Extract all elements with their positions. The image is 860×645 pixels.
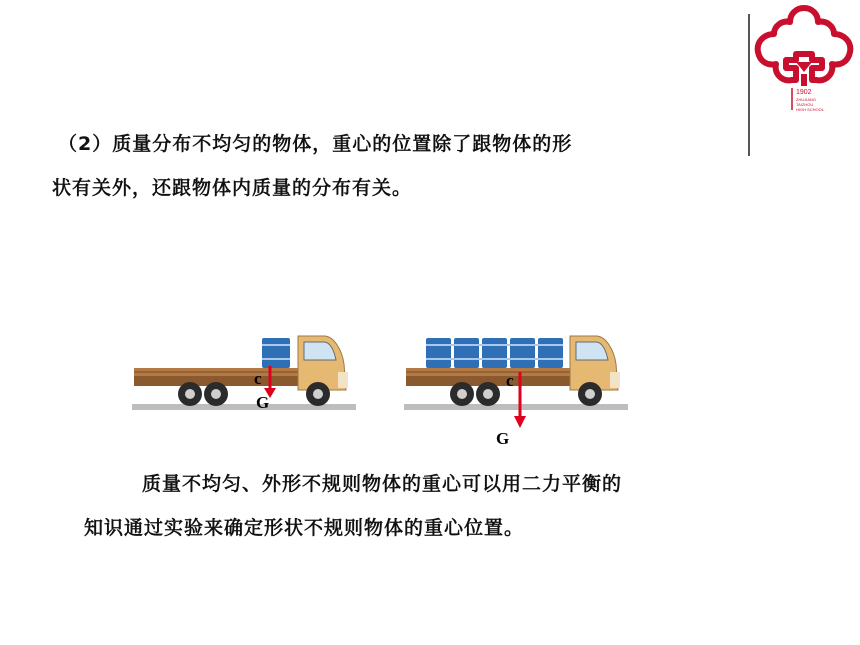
school-logo [752,4,856,116]
paragraph-2-line-2: 知识通过实验来确定形状不规则物体的重心位置。 [84,517,525,539]
barrel [262,338,290,368]
center-of-gravity-label: c [506,371,514,390]
logo-text-line1: ZHUJIANG [796,97,816,102]
barrels [426,338,563,368]
truck-figure-one-barrel [128,320,358,470]
logo-text-line3: HIGH SCHOOL [796,107,825,112]
center-of-gravity-label: c [254,369,262,388]
header-divider [748,14,750,156]
truck-cab [570,336,620,390]
logo-year: 1902 [796,89,812,96]
paragraph-1-line-2: 状有关外，还跟物体内质量的分布有关。 [52,177,413,199]
gravity-force-label: G [496,429,510,448]
logo-text-line2: TAIZHOU [796,102,814,107]
truck-figure-five-barrels [400,320,630,470]
paragraph-2-line-1: 质量不均匀、外形不规则物体的重心可以用二力平衡的 [142,473,623,495]
gravity-force-label: G [256,393,270,412]
paragraph-1-line-1: （2）质量分布不均匀的物体，重心的位置除了跟物体的形 [58,133,573,155]
truck-cab [298,336,348,390]
